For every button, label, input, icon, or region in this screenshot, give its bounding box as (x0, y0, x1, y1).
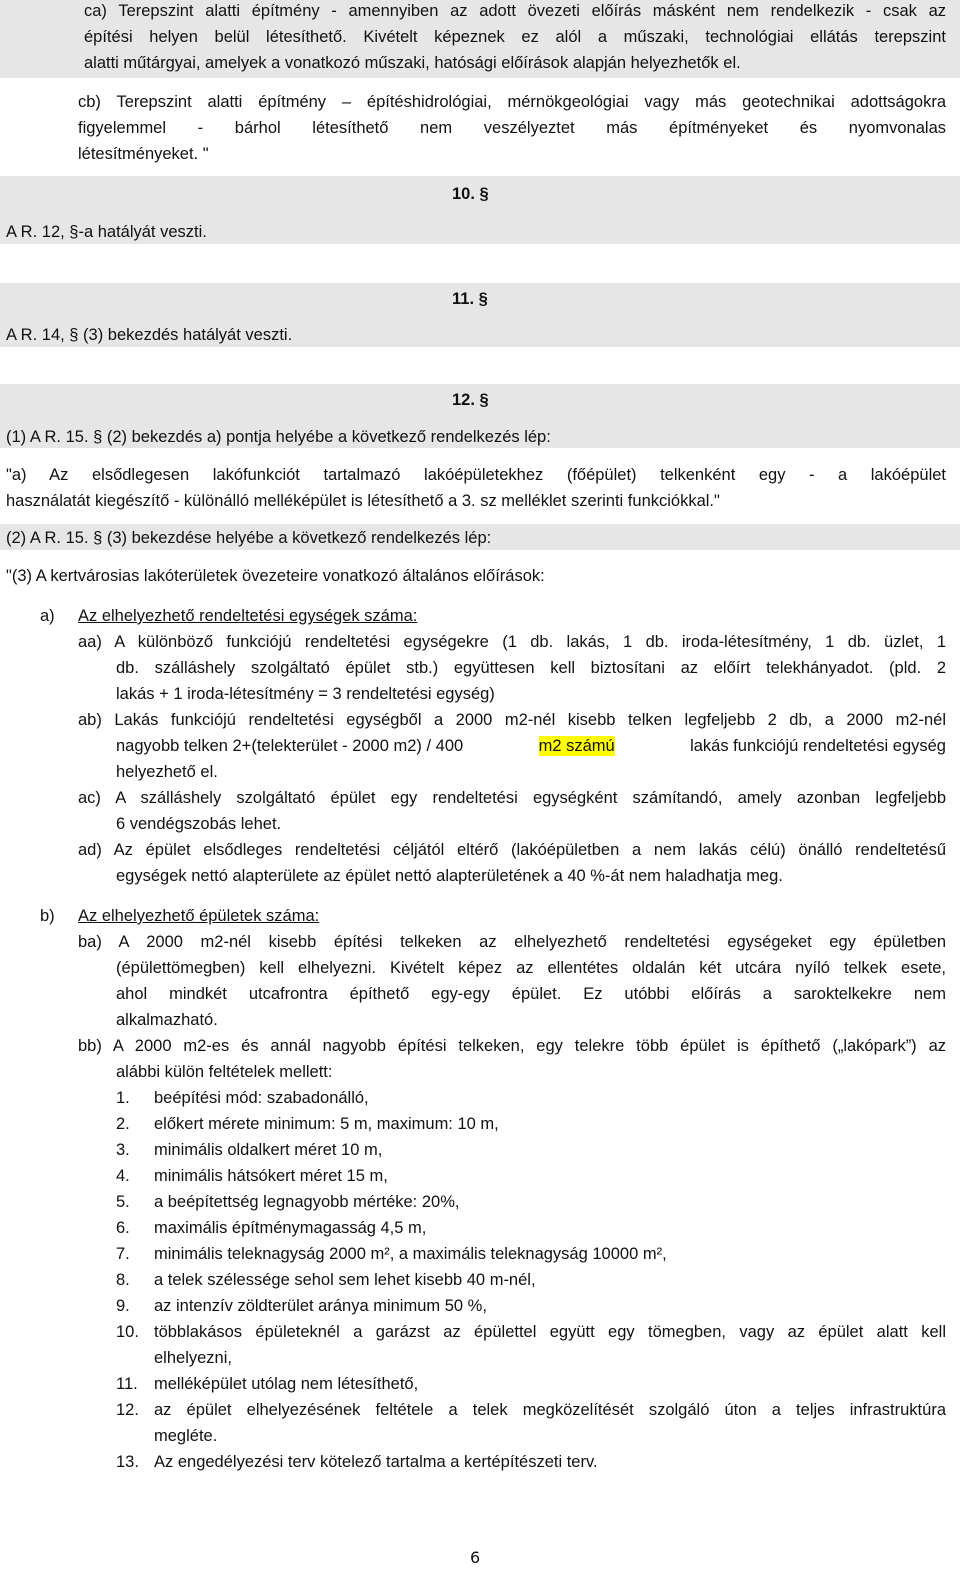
list-item-number: 9. (116, 1297, 130, 1315)
quote-line-1: "a) Az elsődlegesen lakófunkciót tartalmazó lakóépületekhez (főépület) telkenként egy - a lakóépület (6, 466, 946, 484)
section-11-text: A R. 14, § (3) bekezdés hatályát veszti. (6, 326, 293, 344)
list-item-text: Az engedélyezési terv kötelező tartalma a kertépítészeti terv. (154, 1453, 598, 1471)
list-a-label: a) (40, 607, 55, 625)
list-item-number: 8. (116, 1271, 130, 1289)
list-item-text: beépítési mód: szabadonálló, (154, 1089, 369, 1107)
section-10-text: A R. 12, §-a hatályát veszti. (6, 223, 207, 241)
cb-line-1: cb) Terepszint alatti építmény – építéshidrológiai, mérnökgeológiai vagy más geotechnikai adottságokra (78, 93, 946, 111)
list-item-text: a telek szélessége sehol sem lehet kisebb 40 m-nél, (154, 1271, 536, 1289)
ba-line-1: ba) A 2000 m2-nél kisebb építési telkeken az elhelyezhető rendeltetési egységeket egy épületben (78, 933, 946, 951)
list-item-number: 11. (116, 1375, 138, 1393)
list-item-text: maximális építménymagasság 4,5 m, (154, 1219, 427, 1237)
ac-line-2: 6 vendégszobás lehet. (116, 815, 282, 833)
cb-line-2: figyelemmel - bárhol létesíthető nem veszélyeztet más építményeket és nyomvonalas (78, 119, 946, 137)
bb-line-2: alábbi külön feltételek mellett: (116, 1063, 333, 1081)
list-item-text: megléte. (154, 1427, 218, 1445)
list-b-label: b) (40, 907, 55, 925)
section-12-paragraph-3: "(3) A kertvárosias lakóterületek övezeteire vonatkozó általános előírások: (6, 567, 545, 585)
bb-line-1: bb) A 2000 m2-es és annál nagyobb építési telkeken, egy telekre több épület is építhető („lakópark”) az (78, 1037, 946, 1055)
ab-line-2 (116, 736, 946, 756)
list-item-number: 7. (116, 1245, 130, 1263)
list-item-text: minimális teleknagyság 2000 m², a maximális teleknagyság 10000 m², (154, 1245, 667, 1263)
list-item-text: az épület elhelyezésének feltétele a telek megközelítését szolgáló úton a teljes infrastruktúra (154, 1401, 946, 1419)
cb-line-3: létesítményeket. " (78, 145, 209, 163)
ba-line-4: alkalmazható. (116, 1011, 218, 1029)
aa-line-1: aa) A különböző funkciójú rendeltetési egységekre (1 db. lakás, 1 db. iroda-létesítmény, 1 db. üzlet, 1 (78, 633, 946, 651)
list-item-text: melléképület utólag nem létesíthető, (154, 1375, 419, 1393)
list-item-number: 13. (116, 1453, 139, 1471)
list-item-number: 6. (116, 1219, 130, 1237)
ca-line-1: ca) Terepszint alatti építmény - amennyiben az adott övezeti előírás másként nem rendelkezik - csak az (84, 2, 946, 20)
section-11-heading: 11. § (452, 290, 488, 308)
ba-line-2: (épülettömegben) kell elhelyezni. Kivételt képez az ellentétes oldalán két utcára nyíló telkek esete, (116, 959, 946, 977)
section-12-paragraph-1: (1) A R. 15. § (2) bekezdés a) pontja helyébe a következő rendelkezés lép: (6, 428, 551, 446)
ab-line-2-end: lakás funkciójú rendeltetési egység (690, 737, 946, 755)
highlighted-text: m2 számú (538, 737, 615, 755)
list-item-number: 1. (116, 1089, 130, 1107)
ab-line-3: helyezhető el. (116, 763, 218, 781)
list-a-title: Az elhelyezhető rendeltetési egységek száma: (78, 607, 418, 625)
page-number: 6 (470, 1548, 481, 1567)
list-item-text: minimális oldalkert méret 10 m, (154, 1141, 383, 1159)
ba-line-3: ahol mindkét utcafrontra építhető egy-egy épület. Ez utóbbi előírás a saroktelkekre nem (116, 985, 946, 1003)
ad-line-1: ad) Az épület elsődleges rendeltetési céljától eltérő (lakóépületben a nem lakás célú) önálló rendeltetésű (78, 841, 946, 859)
list-item-text: előkert mérete minimum: 5 m, maximum: 10 m, (154, 1115, 499, 1133)
section-12-paragraph-2: (2) A R. 15. § (3) bekezdése helyébe a következő rendelkezés lép: (6, 529, 492, 547)
list-item-number: 2. (116, 1115, 130, 1133)
list-item-text: elhelyezni, (154, 1349, 232, 1367)
list-item-text: többlakásos épületeknél a garázst az épülettel együtt egy tömegben, vagy az épület alatt kell (154, 1323, 946, 1341)
ca-line-3: alatti műtárgyai, amelyek a vonatkozó műszaki, hatósági előírások alapján helyezhetők el. (84, 54, 741, 72)
ca-line-2: építési helyen belül létesíthető. Kivételt képeznek ez alól a műszaki, technológiai ellátás terepszint (84, 28, 946, 46)
list-item-text: az intenzív zöldterület aránya minimum 50 %, (154, 1297, 487, 1315)
aa-line-3: lakás + 1 iroda-létesítmény = 3 rendeltetési egység) (116, 685, 495, 703)
section-12-heading: 12. § (452, 391, 489, 409)
list-item-number: 4. (116, 1167, 130, 1185)
ac-line-1: ac) A szálláshely szolgáltató épület egy rendeltetési egységként számítandó, amely azonban legfeljebb (78, 789, 946, 807)
aa-line-2: db. szálláshely szolgáltató épület stb.) együttesen kell biztosítani az előírt telekhányadot. (pld. 2 (116, 659, 946, 677)
ab-line-1: ab) Lakás funkciójú rendeltetési egységből a 2000 m2-nél kisebb telken legfeljebb 2 db, a 2000 m2-nél (78, 711, 946, 729)
ad-line-2: egységek nettó alapterülete az épület nettó alapterületének a 40 %-át nem haladhatja meg. (116, 867, 783, 885)
quote-line-2: használatát kiegészítő - különálló melléképület is létesíthető a 3. sz melléklet szerinti funkciókkal." (6, 492, 720, 510)
list-b-title: Az elhelyezhető épületek száma: (78, 907, 320, 925)
list-item-number: 3. (116, 1141, 130, 1159)
list-item-text: minimális hátsókert méret 15 m, (154, 1167, 388, 1185)
list-item-text: a beépítettség legnagyobb mértéke: 20%, (154, 1193, 460, 1211)
ab-line-2-start: nagyobb telken 2+(telekterület - 2000 m2) / 400 (116, 737, 464, 755)
section-10-heading: 10. § (452, 185, 489, 203)
list-item-number: 5. (116, 1193, 130, 1211)
list-item-number: 10. (116, 1323, 139, 1341)
list-item-number: 12. (116, 1401, 139, 1419)
